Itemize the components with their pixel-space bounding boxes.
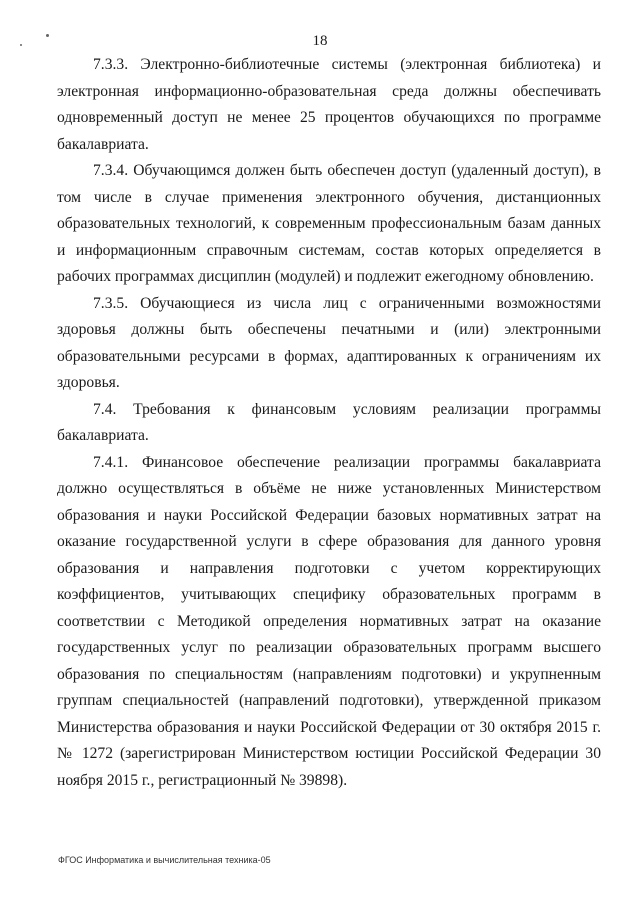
body-text — [57, 52, 601, 794]
page-number: 18 — [312, 33, 328, 49]
paragraph-7-3-4: 7.3.4. Обучающимся должен быть обеспечен доступ (удаленный доступ), в том числе в случае применения электронного обучения, дистанционных образовательных технологий, к современным профессиональным базам данных и информационным справочным системам, состав которых определяется в рабочих программах дисциплин (модулей) и подлежит ежегодному обновлению. — [57, 162, 601, 285]
paragraph-7-3-3: 7.3.3. Электронно-библиотечные системы (электронная библиотека) и электронная информационно-образовательная среда должны обеспечивать одновременный доступ не менее 25 процентов обучающихся по программе бакалавриата. — [57, 56, 601, 153]
paragraph-7-3-5: 7.3.5. Обучающиеся из числа лиц с ограниченными возможностями здоровья должны быть обеспечены печатными и (или) электронными образовательными ресурсами в формах, адаптированных к ограничениям их здоровья. — [57, 294, 601, 391]
footer-label: ФГОС Информатика и вычислительная техника-05 — [58, 855, 271, 865]
paragraph-7-4: 7.4. Требования к финансовым условиям реализации программы бакалавриата. — [57, 400, 601, 444]
paragraph-7-4-1: 7.4.1. Финансовое обеспечение реализации программы бакалавриата должно осуществляться в объёме не ниже установленных Министерством образования и науки Российской Федерации базовых нормативных затрат на оказание государственной услуги в сфере образования для данного уровня образования и направления подготовки с учетом корректирующих коэффициентов, учитывающих специфику образовательных программ в соответствии с Методикой определения нормативных затрат на оказание государственных услуг по реализации образовательных программ высшего образования по специальностям (направлениям подготовки) и укрупненным группам специальностей (направлений подготовки), утвержденной приказом Министерства образования и науки Российской Федерации от 30 октября 2015 г. № 1272 (зарегистрирован Министерством юстиции Российской Федерации 30 ноября 2015 г., регистрационный № 39898). — [57, 453, 601, 789]
